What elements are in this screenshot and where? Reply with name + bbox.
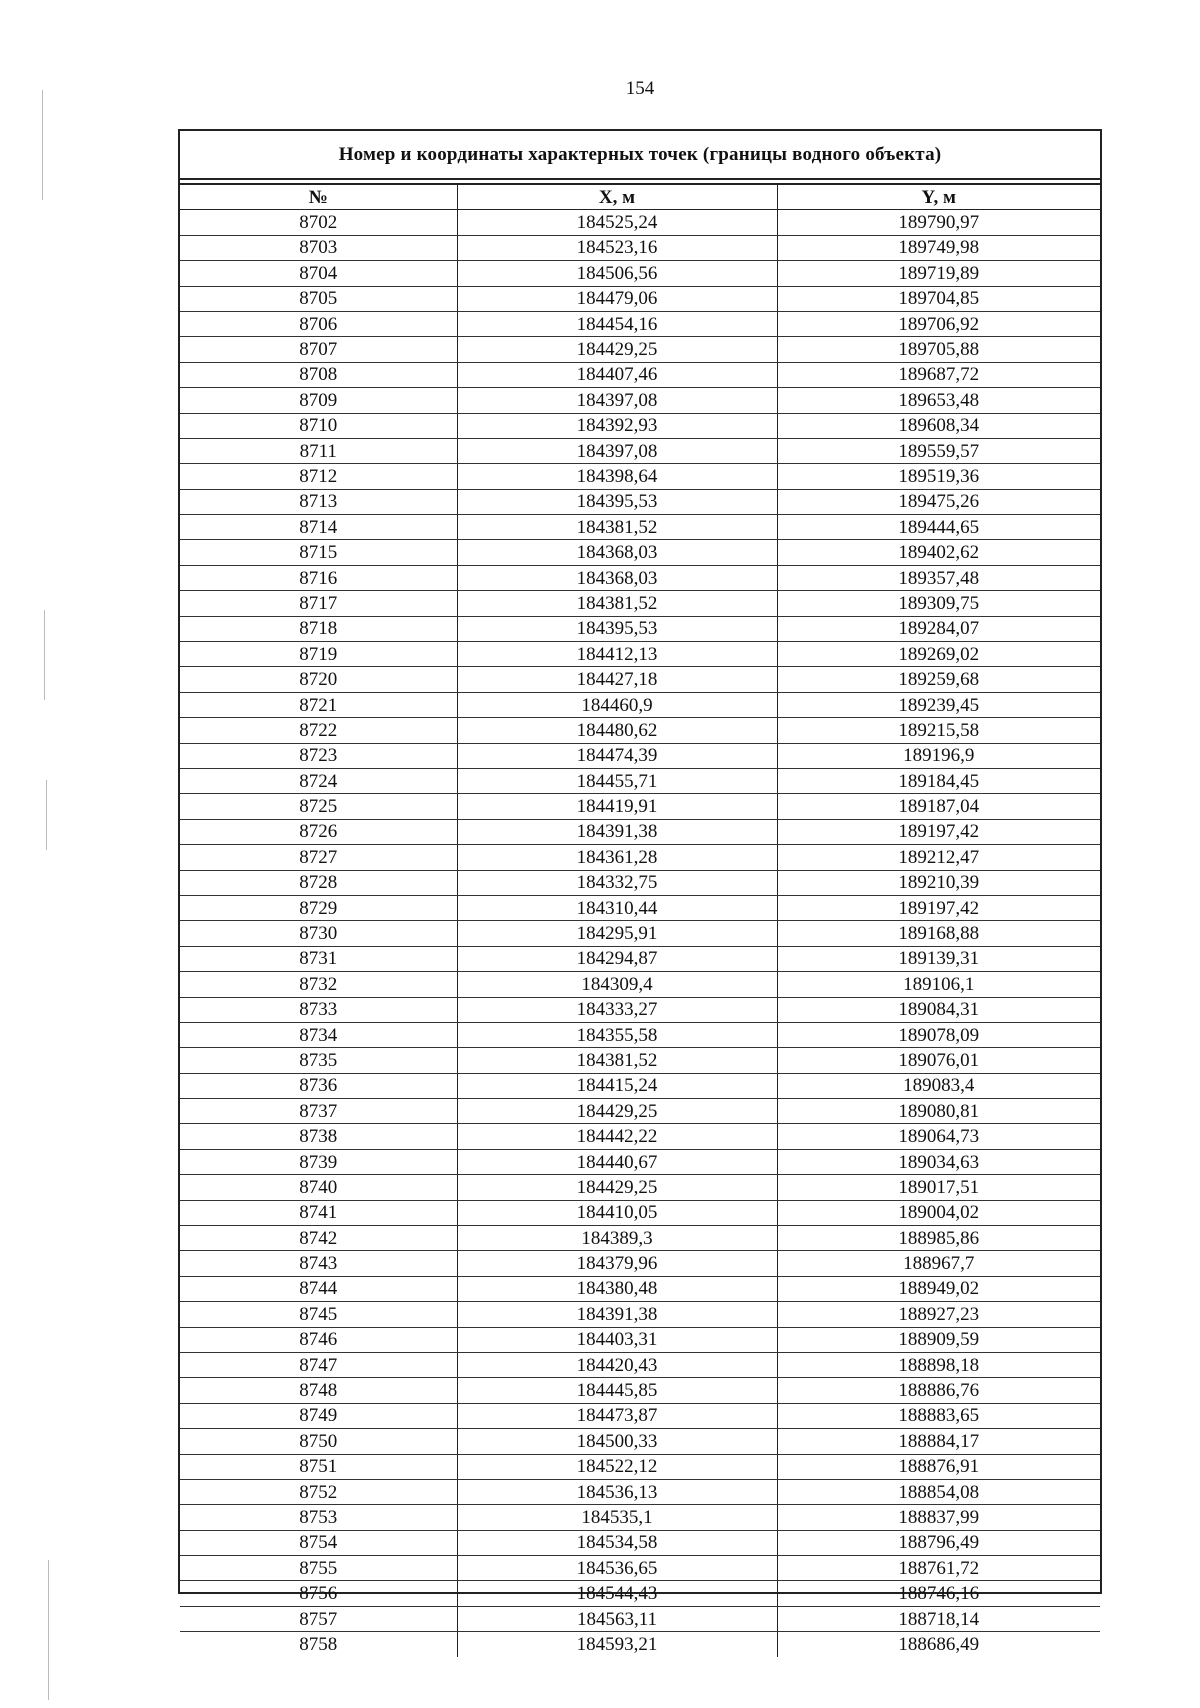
- y-coordinate-cell: 188796,49: [777, 1530, 1100, 1555]
- x-coordinate-cell: 184380,48: [457, 1276, 777, 1301]
- table-row: [180, 1530, 1100, 1555]
- y-coordinate-cell: 189269,02: [777, 642, 1100, 667]
- scan-margin-line: [42, 90, 43, 200]
- y-coordinate-cell: 189034,63: [777, 1149, 1100, 1174]
- table-row: [180, 591, 1100, 616]
- point-number-cell: 8753: [180, 1505, 457, 1530]
- point-number-cell: 8731: [180, 946, 457, 971]
- table-row: [180, 1149, 1100, 1174]
- x-coordinate-cell: 184361,28: [457, 845, 777, 870]
- header-y: Y, м: [777, 185, 1100, 210]
- table-row: [180, 1226, 1100, 1251]
- table-row: [180, 1632, 1100, 1657]
- y-coordinate-cell: 188876,91: [777, 1454, 1100, 1479]
- point-number-cell: 8703: [180, 235, 457, 260]
- table-row: [180, 1429, 1100, 1454]
- point-number-cell: 8737: [180, 1099, 457, 1124]
- point-number-cell: 8742: [180, 1226, 457, 1251]
- x-coordinate-cell: 184460,9: [457, 692, 777, 717]
- x-coordinate-cell: 184294,87: [457, 946, 777, 971]
- x-coordinate-cell: 184309,4: [457, 972, 777, 997]
- y-coordinate-cell: 189559,57: [777, 438, 1100, 463]
- y-coordinate-cell: 188909,59: [777, 1327, 1100, 1352]
- table-row: [180, 1124, 1100, 1149]
- table-row: [180, 1048, 1100, 1073]
- x-coordinate-cell: 184410,05: [457, 1200, 777, 1225]
- table-row: [180, 1175, 1100, 1200]
- point-number-cell: 8746: [180, 1327, 457, 1352]
- table-row: [180, 311, 1100, 336]
- table-row: [180, 464, 1100, 489]
- point-number-cell: 8711: [180, 438, 457, 463]
- x-coordinate-cell: 184500,33: [457, 1429, 777, 1454]
- point-number-cell: 8723: [180, 743, 457, 768]
- y-coordinate-cell: 188854,08: [777, 1479, 1100, 1504]
- x-coordinate-cell: 184429,25: [457, 1099, 777, 1124]
- x-coordinate-cell: 184391,38: [457, 819, 777, 844]
- table-row: [180, 362, 1100, 387]
- y-coordinate-cell: 189004,02: [777, 1200, 1100, 1225]
- y-coordinate-cell: 189653,48: [777, 388, 1100, 413]
- y-coordinate-cell: 188886,76: [777, 1378, 1100, 1403]
- x-coordinate-cell: 184392,93: [457, 413, 777, 438]
- y-coordinate-cell: 189076,01: [777, 1048, 1100, 1073]
- x-coordinate-cell: 184429,25: [457, 337, 777, 362]
- y-coordinate-cell: 188883,65: [777, 1403, 1100, 1428]
- x-coordinate-cell: 184412,13: [457, 642, 777, 667]
- point-number-cell: 8756: [180, 1581, 457, 1606]
- table-row: [180, 261, 1100, 286]
- table-row: [180, 1073, 1100, 1098]
- x-coordinate-cell: 184544,43: [457, 1581, 777, 1606]
- table-row: [180, 1403, 1100, 1428]
- y-coordinate-cell: 189284,07: [777, 616, 1100, 641]
- x-coordinate-cell: 184427,18: [457, 667, 777, 692]
- y-coordinate-cell: 189210,39: [777, 870, 1100, 895]
- y-coordinate-cell: 188746,16: [777, 1581, 1100, 1606]
- x-coordinate-cell: 184442,22: [457, 1124, 777, 1149]
- table-row: [180, 1200, 1100, 1225]
- table-row: [180, 743, 1100, 768]
- point-number-cell: 8738: [180, 1124, 457, 1149]
- table-row: [180, 489, 1100, 514]
- table-row: [180, 616, 1100, 641]
- y-coordinate-cell: 189309,75: [777, 591, 1100, 616]
- point-number-cell: 8714: [180, 515, 457, 540]
- y-coordinate-cell: 189402,62: [777, 540, 1100, 565]
- y-coordinate-cell: 189187,04: [777, 794, 1100, 819]
- x-coordinate-cell: 184310,44: [457, 895, 777, 920]
- table-row: [180, 1022, 1100, 1047]
- point-number-cell: 8740: [180, 1175, 457, 1200]
- scan-margin-line: [48, 1560, 49, 1700]
- y-coordinate-cell: 189704,85: [777, 286, 1100, 311]
- table-row: [180, 997, 1100, 1022]
- table-row: [180, 1352, 1100, 1377]
- table-row: [180, 819, 1100, 844]
- point-number-cell: 8754: [180, 1530, 457, 1555]
- point-number-cell: 8758: [180, 1632, 457, 1657]
- table-row: [180, 895, 1100, 920]
- x-coordinate-cell: 184419,91: [457, 794, 777, 819]
- x-coordinate-cell: 184474,39: [457, 743, 777, 768]
- x-coordinate-cell: 184536,65: [457, 1556, 777, 1581]
- point-number-cell: 8751: [180, 1454, 457, 1479]
- point-number-cell: 8722: [180, 718, 457, 743]
- table-row: [180, 946, 1100, 971]
- table-row: [180, 1556, 1100, 1581]
- y-coordinate-cell: 189519,36: [777, 464, 1100, 489]
- table-row: [180, 540, 1100, 565]
- y-coordinate-cell: 189017,51: [777, 1175, 1100, 1200]
- point-number-cell: 8743: [180, 1251, 457, 1276]
- y-coordinate-cell: 189168,88: [777, 921, 1100, 946]
- y-coordinate-cell: 189357,48: [777, 565, 1100, 590]
- point-number-cell: 8717: [180, 591, 457, 616]
- x-coordinate-cell: 184295,91: [457, 921, 777, 946]
- point-number-cell: 8713: [180, 489, 457, 514]
- coordinates-grid: [180, 185, 1100, 1657]
- x-coordinate-cell: 184455,71: [457, 768, 777, 793]
- x-coordinate-cell: 184429,25: [457, 1175, 777, 1200]
- x-coordinate-cell: 184355,58: [457, 1022, 777, 1047]
- y-coordinate-cell: 189719,89: [777, 261, 1100, 286]
- table-row: [180, 1606, 1100, 1631]
- point-number-cell: 8719: [180, 642, 457, 667]
- point-number-cell: 8705: [180, 286, 457, 311]
- y-coordinate-cell: 189084,31: [777, 997, 1100, 1022]
- page-number: 154: [625, 78, 655, 99]
- x-coordinate-cell: 184536,13: [457, 1479, 777, 1504]
- point-number-cell: 8708: [180, 362, 457, 387]
- table-row: [180, 413, 1100, 438]
- table-row: [180, 1378, 1100, 1403]
- x-coordinate-cell: 184535,1: [457, 1505, 777, 1530]
- point-number-cell: 8744: [180, 1276, 457, 1301]
- y-coordinate-cell: 189196,9: [777, 743, 1100, 768]
- y-coordinate-cell: 188967,7: [777, 1251, 1100, 1276]
- point-number-cell: 8741: [180, 1200, 457, 1225]
- table-row: [180, 1276, 1100, 1301]
- point-number-cell: 8730: [180, 921, 457, 946]
- table-row: [180, 1479, 1100, 1504]
- point-number-cell: 8715: [180, 540, 457, 565]
- point-number-cell: 8704: [180, 261, 457, 286]
- table-row: [180, 438, 1100, 463]
- scan-margin-line: [44, 610, 45, 700]
- table-row: [180, 286, 1100, 311]
- point-number-cell: 8724: [180, 768, 457, 793]
- y-coordinate-cell: 189139,31: [777, 946, 1100, 971]
- x-coordinate-cell: 184534,58: [457, 1530, 777, 1555]
- point-number-cell: 8739: [180, 1149, 457, 1174]
- y-coordinate-cell: 189475,26: [777, 489, 1100, 514]
- y-coordinate-cell: 188718,14: [777, 1606, 1100, 1631]
- point-number-cell: 8710: [180, 413, 457, 438]
- y-coordinate-cell: 188761,72: [777, 1556, 1100, 1581]
- point-number-cell: 8750: [180, 1429, 457, 1454]
- y-coordinate-cell: 188949,02: [777, 1276, 1100, 1301]
- x-coordinate-cell: 184407,46: [457, 362, 777, 387]
- table-body: [180, 210, 1100, 1657]
- y-coordinate-cell: 189239,45: [777, 692, 1100, 717]
- x-coordinate-cell: 184332,75: [457, 870, 777, 895]
- x-coordinate-cell: 184397,08: [457, 388, 777, 413]
- x-coordinate-cell: 184395,53: [457, 489, 777, 514]
- x-coordinate-cell: 184522,12: [457, 1454, 777, 1479]
- x-coordinate-cell: 184381,52: [457, 591, 777, 616]
- y-coordinate-cell: 188686,49: [898, 1633, 980, 1655]
- point-number-cell: 8729: [180, 895, 457, 920]
- table-row: [180, 794, 1100, 819]
- y-coordinate-cell: 189790,97: [777, 210, 1100, 235]
- y-coordinate-cell: 189083,4: [777, 1073, 1100, 1098]
- coordinates-table: [178, 129, 1102, 1655]
- point-number-cell: 8747: [180, 1352, 457, 1377]
- table-row: [180, 972, 1100, 997]
- y-coordinate-cell: 189212,47: [777, 845, 1100, 870]
- point-number-cell: 8733: [180, 997, 457, 1022]
- x-coordinate-cell: 184368,03: [457, 565, 777, 590]
- table-row: [180, 870, 1100, 895]
- table-row: [180, 388, 1100, 413]
- point-number-cell: 8727: [180, 845, 457, 870]
- point-number-cell: 8735: [180, 1048, 457, 1073]
- y-coordinate-cell: 189687,72: [777, 362, 1100, 387]
- point-number-cell: 8736: [180, 1073, 457, 1098]
- x-coordinate-cell: 184480,62: [457, 718, 777, 743]
- y-coordinate-cell: 189444,65: [777, 515, 1100, 540]
- y-coordinate-cell: 189197,42: [777, 819, 1100, 844]
- x-coordinate-cell: 184593,21: [457, 1632, 777, 1657]
- point-number-cell: 8748: [180, 1378, 457, 1403]
- point-number-cell: 8718: [180, 616, 457, 641]
- y-coordinate-cell: 189197,42: [777, 895, 1100, 920]
- table-row: [180, 210, 1100, 235]
- point-number-cell: 8745: [180, 1302, 457, 1327]
- x-coordinate-cell: 184415,24: [457, 1073, 777, 1098]
- point-number-cell: 8706: [180, 311, 457, 336]
- table-title: Номер и координаты характерных точек (границы водного объекта): [180, 131, 1100, 180]
- table-row: [180, 1302, 1100, 1327]
- y-coordinate-cell: 189080,81: [777, 1099, 1100, 1124]
- point-number-cell: 8702: [180, 210, 457, 235]
- x-coordinate-cell: 184333,27: [457, 997, 777, 1022]
- x-coordinate-cell: 184525,24: [457, 210, 777, 235]
- x-coordinate-cell: 184523,16: [457, 235, 777, 260]
- y-coordinate-cell: 189078,09: [777, 1022, 1100, 1047]
- table-row: [180, 921, 1100, 946]
- point-number-cell: 8720: [180, 667, 457, 692]
- y-coordinate-cell: 189608,34: [777, 413, 1100, 438]
- table-row: [180, 1454, 1100, 1479]
- x-coordinate-cell: 184440,67: [457, 1149, 777, 1174]
- x-coordinate-cell: 184397,08: [457, 438, 777, 463]
- table-row: [180, 515, 1100, 540]
- point-number-cell: 8732: [180, 972, 457, 997]
- x-coordinate-cell: 184391,38: [457, 1302, 777, 1327]
- point-number-cell: 8721: [180, 692, 457, 717]
- table-row: [180, 642, 1100, 667]
- y-coordinate-cell: 189749,98: [777, 235, 1100, 260]
- y-coordinate-cell: 189064,73: [777, 1124, 1100, 1149]
- x-coordinate-cell: 184395,53: [457, 616, 777, 641]
- table-row: [180, 692, 1100, 717]
- table-row: [180, 1327, 1100, 1352]
- x-coordinate-cell: 184381,52: [457, 1048, 777, 1073]
- y-coordinate-cell: 188927,23: [777, 1302, 1100, 1327]
- point-number-cell: 8755: [180, 1556, 457, 1581]
- table-row: [180, 1251, 1100, 1276]
- x-coordinate-cell: 184403,31: [457, 1327, 777, 1352]
- point-number-cell: 8752: [180, 1479, 457, 1504]
- x-coordinate-cell: 184479,06: [457, 286, 777, 311]
- y-coordinate-cell: 189705,88: [777, 337, 1100, 362]
- y-coordinate-cell: 188837,99: [777, 1505, 1100, 1530]
- x-coordinate-cell: 184368,03: [457, 540, 777, 565]
- point-number-cell: 8734: [180, 1022, 457, 1047]
- table-row: [180, 1505, 1100, 1530]
- x-coordinate-cell: 184398,64: [457, 464, 777, 489]
- point-number-cell: 8749: [180, 1403, 457, 1428]
- x-coordinate-cell: 184454,16: [457, 311, 777, 336]
- y-coordinate-cell: 189106,1: [777, 972, 1100, 997]
- y-coordinate-cell: 188985,86: [777, 1226, 1100, 1251]
- header-row: [180, 185, 1100, 210]
- table-row: [180, 768, 1100, 793]
- point-number-cell: 8728: [180, 870, 457, 895]
- table-row: [180, 718, 1100, 743]
- x-coordinate-cell: 184389,3: [457, 1226, 777, 1251]
- x-coordinate-cell: 184381,52: [457, 515, 777, 540]
- x-coordinate-cell: 184445,85: [457, 1378, 777, 1403]
- table-row: [180, 235, 1100, 260]
- header-x: X, м: [457, 185, 777, 210]
- table-row: [180, 667, 1100, 692]
- x-coordinate-cell: 184379,96: [457, 1251, 777, 1276]
- point-number-cell: 8726: [180, 819, 457, 844]
- table-row: [180, 845, 1100, 870]
- y-coordinate-cell: 189259,68: [777, 667, 1100, 692]
- x-coordinate-cell: 184563,11: [457, 1606, 777, 1631]
- y-coordinate-cell: 189215,58: [777, 718, 1100, 743]
- x-coordinate-cell: 184420,43: [457, 1352, 777, 1377]
- point-number-cell: 8757: [180, 1606, 457, 1631]
- table-row: [180, 337, 1100, 362]
- table-row: [180, 565, 1100, 590]
- point-number-cell: 8707: [180, 337, 457, 362]
- point-number-cell: 8709: [180, 388, 457, 413]
- table-row: [180, 1581, 1100, 1606]
- y-coordinate-cell: 188884,17: [777, 1429, 1100, 1454]
- x-coordinate-cell: 184473,87: [457, 1403, 777, 1428]
- point-number-cell: 8716: [180, 565, 457, 590]
- table-row: [180, 1099, 1100, 1124]
- point-number-cell: 8725: [180, 794, 457, 819]
- scan-margin-line: [46, 780, 47, 850]
- header-number: №: [180, 185, 457, 210]
- y-coordinate-cell: 189184,45: [777, 768, 1100, 793]
- y-coordinate-cell: 189706,92: [777, 311, 1100, 336]
- x-coordinate-cell: 184506,56: [457, 261, 777, 286]
- y-coordinate-cell: 188898,18: [777, 1352, 1100, 1377]
- point-number-cell: 8712: [180, 464, 457, 489]
